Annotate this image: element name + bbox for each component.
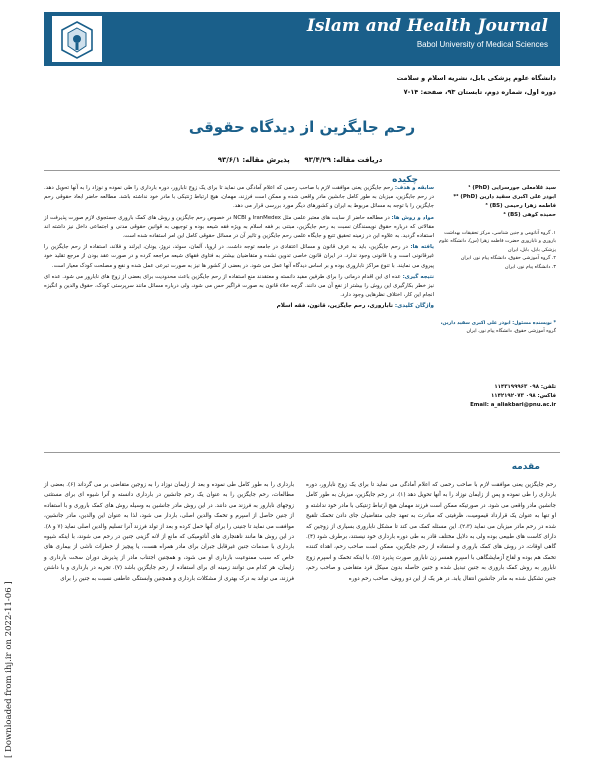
author-sidebar — [434, 184, 556, 410]
intro-paragraph: رحم جایگزین یعنی موافقت لازم با صاحب رحمی که اعلام آمادگی می نماید تا برای یک زوج نابارور، دوره بارداری را طی نموده و پس از زایمان نوزاد را به آنها تحویل دهد (۱). در رحم جایگزین، میزبان به طور کامل جانشین مادر واقعی می شود. در صورتیکه ممکن است فرزند مهمان هیچ ارتباط ژنتیکی با مادر خود نداشته و او تنها به عنوان یک قرارداد قیمومیت، ظرفیتی که مبادرت به تعهد جایی متقاضیان جای دادن تخمک تلقیح شده در رحم مادر میزبان می نماید (۲،۳). این مسئله کمک می کند تا مشکل ناباروری بسیاری از زوجین که دارای کاست های طبیعی بوده ولی به دلایل مختلف قادر به طی دوره بارداری خود نیستند، برطرف شود (۴). گاهی اوقات، در روش های کمک باروری و استفاده از رحم جایگزین، ممکن است صاحب رحم، اهداء کننده تخمک هم بوده و لقاح آزمایشگاهی با اسپرم همسر زن نابارور صورت پذیرد (۵). با اینکه تخمک و اسپرم زوج نابارور به روش کمک باروری به جنین تبدیل شده و جنین حاصله بدون سیکل فرد متقاضی و صاحب رحم، جنین تشکیل شده به مادر جانشین انتقال یابد. در هر یک از این دو روش، صاحب رحم دوره — [306, 482, 556, 582]
corresponding-label: * نویسنده مسئول: ابوذر علی اکبری سقید دارین، — [440, 321, 556, 327]
author-affiliation: ۲. گروه آموزشی حقوق، دانشگاه پیام نور، ایران — [460, 256, 556, 262]
author-name: سید غلامعلی جورسرایی (PhD) ¹ — [468, 185, 556, 191]
intro-heading: مقدمه — [511, 462, 540, 472]
divider — [44, 452, 560, 453]
download-stamp-text: [ Downloaded from ihj.ir on 2022-11-06 ] — [4, 581, 14, 758]
abstract-conclusion — [44, 273, 434, 301]
author-name: حمیده کوهی (BS) ⁴ — [503, 212, 556, 218]
abstract-background — [44, 184, 434, 212]
abstract-text: رحم جایگزین یعنی موافقت لازم با صاحب رحمی که اعلام آمادگی می نماید تا برای یک زوج نابارور، دوره بارداری را طی نموده و نوزاد را به آنها تحویل دهد. در رحم جایگزین، میزبان به طور کامل جانشین مادر واقعی شده و ممکن است فرزند، مهمان، هیچ ارتباط ژنتیکی با مادر خود نداشته باشد. مطالعه حاضر ابعاد حقوقی رحم جایگزین را با توجه به مسائل مربوط به ایران و کشورهای دیگر مورد بررسی قرار می دهد. — [44, 185, 434, 210]
abstract-text: در رحم جایگزین، باید به عرف قانون و مسائل اعتقادی در جامعه توجه داشت. در اروپا، آلمان، سوئد، نروژ، یونان، ایرلند و فلاند، استفاده از رحم جایگزین را غیرقانونی است و یا قانونی وجود ندارد. در ایران قانون خاصی تدوین نشده و متقاضیان بیشتر به فتاوی فقهای شیعه مراجعه کرده و در صورت عقد بودن از مرجع تقلید خود پیروی می نمایند. با تنوع مراکز ناباروری بوده و بر اساس دیدگاه آنها عمل می شود. در بعضی از کشور ها نیز به صورت تبرعی عمل شده و نفع و مصلحت کودک معیار است. — [44, 244, 434, 269]
author-name: ابوذر علی اکبری سقید دارین (PhD) ²* — [453, 194, 556, 200]
author-name: فاطمه زهرا رحیمی (BS) ³ — [485, 203, 556, 209]
accepted-date: پذیرش مقاله: ۹۳/۶/۱ — [217, 156, 290, 164]
intro-column-left — [44, 480, 294, 584]
article-title: رحم جایگزین از دیدگاه حقوقی — [188, 118, 416, 136]
received-date: دریافت مقاله: ۹۳/۴/۲۹ — [304, 156, 383, 164]
journal-title: Islam and Health Journal — [306, 16, 548, 36]
corresponding-author — [434, 320, 556, 337]
abstract-label: یافته ها: — [410, 244, 435, 251]
abstract-text: عده ای این اقدام درمانی را برای طرفین مفید دانسته و معتقدند منع استفاده از رحم جایگزین باعث محدودیت برای بعضی از زوج های نابارور می شود. عده ای نیز خطر بکارگیری این روش را بیشتر از نفع آن می دانند. گرچه خلاء قانون به صورت فراگیر حس می شود، ولی درباره مسائل مانند سرپرستی کودک، حقوق والدین و انگیزه انجام این کار، اختلاف نظرهایی وجود دارد. — [44, 273, 434, 299]
abstract-label: سابقه و هدف: — [394, 185, 435, 191]
abstract-text: در مطالعه حاضر از سایت های معتبر علمی مثل IranMedex و NCBI در خصوص رحم جایگزین و روش های کمک باروری جستجوی لازم صورت پذیرفت از مقالاتی که درباره حقوق نویسندگان نسبت به رحم جایگزین، مبتنی بر فقه اسلام به ویژه فقه شیعه بوده و توجیهی به قوانین حقوقی مدنی و اجتماعی داخل نیز داشته اند استفاده گردید. به علاوه این در زمینه تحقیق تتبع و جایگاه علمی رحم جایگزین و تاثیر آن در مسائل حقوقی کامل این امر استفاده شده است. — [44, 214, 434, 240]
abstract-body — [44, 184, 434, 446]
journal-meta-line-1: دانشگاه علوم پزشکی بابل، نشریه اسلام و سلامت — [396, 74, 556, 82]
keywords-label: واژگان کلیدی: — [394, 303, 434, 310]
abstract-label: نتیجه گیری: — [402, 273, 434, 280]
keywords-list: ناباروری، رحم جایگزین، قانون، فقه اسلام — [276, 303, 393, 310]
intro-column-right — [306, 480, 556, 584]
journal-publisher: Babol University of Medical Sciences — [416, 40, 548, 49]
intro-paragraph: بارداری را به طور کامل طی نموده و بعد از زایمان نوزاد را به زوجین متقاضی بر می گرداند (۶). بعضی از مطالعات، رحم جایگزین را به عنوان یک رحم جانشین در بارداری دانسته و آنرا شیوه ای برای مستثنی زوجهای نابارور به فرزند می دانند. در این روش مادر جانشین به وسیله روش های کمک باروری و با استفاده از جنین حاصل از اسپرم و تخمک والدین اصلی، باردار می شود، لذا به عنوان این والدین، مادر جانشین، موافقت می نماید تا جنینی را برای آنها حمل کرده و بعد از تولد فرزند آنرا تسلیم والدین اصلی نماید (۷ و ۸). در این روش ها مانند ناهنجاری های آناتومیکی که مانع از لانه گزینی جنین در رحم می شوند، با اینکه شیوه بارداری با صدمات جنین غیرقابل جبران برای مادر همراه هست، یا پیچیز از خطرات ناشی از بیماری های خاص که سبب ممنوعیت بارداری او می شود، و همچنین اجتناب مادر از پذیرش دوران سخت بارداری و زایمان، هر کدام می توانند زمینه ای برای استفاده از رحم جایگزین باشد (۷). تجربه در بارداری و یا داشتن فرزند، می تواند به درک بهتری از مشکلات بارداری و همچنین وابستگی عاطفی نسبت به جنین را برای — [44, 482, 295, 582]
article-dates — [170, 156, 430, 164]
author-affiliation: ۳. دانشگاه پیام نور، ایران — [505, 264, 556, 270]
keywords — [44, 302, 434, 311]
corresponding-affiliation: گروه آموزشی حقوق، دانشگاه پیام نور، ایران — [466, 329, 556, 335]
author-affiliation: ۱. گروه آناتومی و جنین شناسی، مرکز تحقیقات بهداشت باروری و ناباروری حضرت فاطمه زهرا (س)، دانشگاه علوم پزشکی بابل، بابل، ایران — [438, 231, 556, 253]
abstract-findings — [44, 243, 434, 271]
abstract-methods — [44, 214, 434, 242]
fax: فاکس: ۰۹۸ ۱۱۴۲۱۹۲۰۷۳ — [490, 392, 556, 399]
email-link[interactable]: Email: a_aliakbari@pnu.ac.ir — [470, 401, 556, 408]
journal-meta-line-2: دوره اول، شماره دوم، تابستان ۹۳، صفحه: ۱۴-۷ — [403, 88, 556, 96]
university-logo-icon — [52, 16, 102, 62]
abstract-label: مواد و روش ها: — [391, 214, 435, 221]
abstract-heading: چکیده — [392, 175, 418, 185]
phone: تلفن: ۰۹۸ ۱۱۴۳۱۹۹۹۶۳ — [494, 383, 556, 390]
download-stamp — [2, 560, 18, 760]
divider — [44, 170, 560, 171]
